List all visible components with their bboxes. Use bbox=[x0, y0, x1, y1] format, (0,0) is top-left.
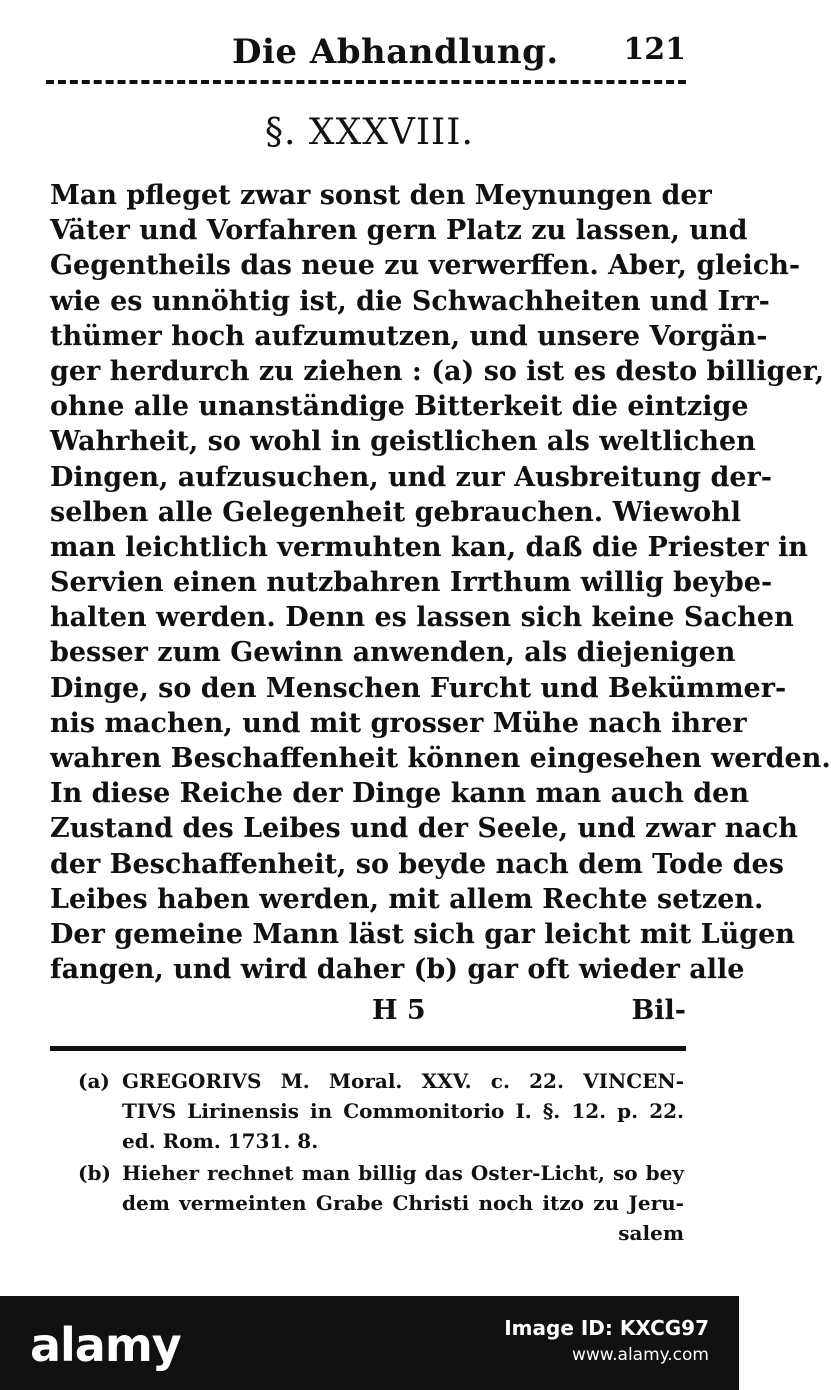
body-line: ger herdurch zu ziehen : (a) so ist es desto billiger, bbox=[50, 355, 825, 387]
body-line: halten werden. Denn es lassen sich keine Sachen bbox=[50, 602, 794, 634]
body-line: In diese Reiche der Dinge kann man auch den bbox=[50, 778, 749, 810]
body-line: thümer hoch aufzumutzen, und unsere Vorgän- bbox=[50, 320, 768, 352]
footnote-line: ed. Rom. 1731. 8. bbox=[122, 1129, 319, 1153]
body-line: Gegentheils das neue zu verwerffen. Aber, gleich- bbox=[50, 250, 801, 282]
footnote bbox=[78, 1066, 684, 1156]
body-line: wahren Beschaffenheit können eingesehen werden. bbox=[50, 743, 831, 774]
footnote bbox=[78, 1158, 684, 1248]
body-line: wie es unnöhtig ist, die Schwachheiten und Irr- bbox=[50, 285, 770, 317]
watermark-meta bbox=[504, 1314, 709, 1368]
body-line: Man pfleget zwar sonst den Meynungen der bbox=[50, 180, 712, 211]
site-url: www.alamy.com bbox=[571, 1345, 709, 1365]
watermark-band bbox=[0, 1296, 739, 1390]
footnote-mark: (a) bbox=[78, 1069, 110, 1093]
body-line: Dinge, so den Menschen Furcht und Bekümmer- bbox=[50, 672, 787, 704]
body-text bbox=[50, 178, 831, 987]
footnote-line: Hieher rechnet man billig das Oster-Licht, so bey bbox=[122, 1161, 684, 1185]
body-line: besser zum Gewinn anwenden, als diejenigen bbox=[50, 637, 736, 669]
body-line: Der gemeine Mann läst sich gar leicht mit Lügen bbox=[50, 918, 795, 950]
footnote-line: dem vermeinten Grabe Christi noch itzo zu Jeru- bbox=[122, 1191, 684, 1215]
section-heading: §. XXXVIII. bbox=[265, 112, 474, 153]
body-line: ohne alle unanständige Bitterkeit die eintzige bbox=[50, 391, 749, 423]
page-number: 121 bbox=[623, 32, 686, 67]
catchline bbox=[50, 995, 686, 1031]
body-line: nis machen, und mit grosser Mühe nach ihrer bbox=[50, 707, 747, 739]
footnotes bbox=[78, 1066, 684, 1250]
running-title: Die Abhandlung. bbox=[232, 32, 559, 72]
image-id: Image ID: KXCG97 bbox=[504, 1316, 709, 1340]
footnote-line: salem bbox=[618, 1221, 684, 1245]
body-line: selben alle Gelegenheit gebrauchen. Wiewohl bbox=[50, 496, 741, 528]
body-line: Wahrheit, so wohl in geistlichen als weltlichen bbox=[50, 426, 756, 458]
body-line: Leibes haben werden, mit allem Rechte setzen. bbox=[50, 883, 764, 915]
catchword: Bil- bbox=[631, 995, 686, 1026]
body-line: Zustand des Leibes und der Seele, und zwar nach bbox=[50, 813, 798, 845]
footnote-rule bbox=[50, 1046, 686, 1051]
body-line: der Beschaffenheit, so beyde nach dem Tode des bbox=[50, 848, 784, 880]
body-line: Väter und Vorfahren gern Platz zu lassen, und bbox=[50, 215, 748, 247]
footnote-line: GREGORIVS M. Moral. XXV. c. 22. VINCEN- bbox=[122, 1069, 684, 1093]
footnote-line: TIVS Lirinensis in Commonitorio I. §. 12. p. 22. bbox=[122, 1099, 684, 1123]
body-line: man leichtlich vermuhten kan, daß die Priester in bbox=[50, 531, 808, 563]
body-line: Servien einen nutzbahren Irrthum willig beybe- bbox=[50, 567, 773, 599]
body-line: fangen, und wird daher (b) gar oft wieder alle bbox=[50, 954, 745, 986]
footnote-mark: (b) bbox=[78, 1161, 111, 1185]
body-line: Dingen, aufzusuchen, und zur Ausbreitung der- bbox=[50, 461, 772, 493]
watermark-logo: alamy bbox=[30, 1318, 181, 1372]
header-rule bbox=[46, 80, 686, 84]
running-head bbox=[46, 30, 686, 78]
signature-mark: H 5 bbox=[372, 995, 426, 1026]
